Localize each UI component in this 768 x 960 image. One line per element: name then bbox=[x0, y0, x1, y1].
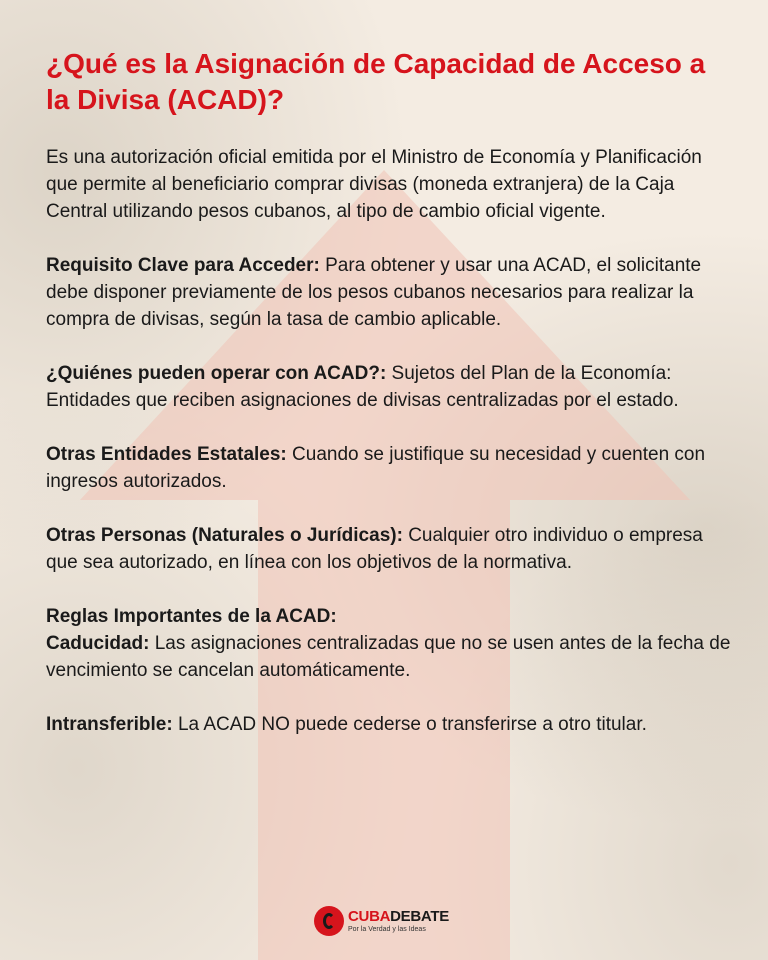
section-entidades bbox=[46, 441, 736, 495]
logo-name-debate: DEBATE bbox=[390, 908, 449, 925]
rule-label: Intransferible: bbox=[46, 714, 173, 735]
logo-name-cuba: CUBA bbox=[348, 908, 391, 925]
rule-text: Las asignaciones centralizadas que no se usen antes de la fecha de vencimiento se cancelan automáticamente. bbox=[46, 633, 731, 681]
cubadebate-logo-icon bbox=[314, 906, 344, 936]
section-label: ¿Quiénes pueden operar con ACAD?: bbox=[46, 363, 387, 384]
section-label: Requisito Clave para Acceder: bbox=[46, 255, 320, 276]
section-text: Cuando se justifique su necesidad y cuenten con ingresos autorizados. bbox=[46, 444, 706, 492]
rules-heading-label: Reglas Importantes de la ACAD: bbox=[46, 606, 337, 627]
logo-text bbox=[348, 909, 449, 933]
document-body bbox=[46, 46, 736, 765]
rule-caducidad bbox=[46, 630, 736, 684]
logo-tagline: Por la Verdad y las Ideas bbox=[348, 926, 426, 933]
page-title: ¿Qué es la Asignación de Capacidad de Acceso a la Divisa (ACAD)? bbox=[46, 48, 706, 115]
section-text: Para obtener y usar una ACAD, el solicitante debe disponer previamente de los pesos cubanos necesarios para realizar la compra de divisas, según la tasa de cambio aplicable. bbox=[46, 255, 702, 330]
rule-label: Caducidad: bbox=[46, 633, 150, 654]
rule-text: La ACAD NO puede cederse o transferirse a otro titular. bbox=[172, 714, 647, 735]
rule-intransferible bbox=[46, 711, 736, 738]
intro-paragraph: Es una autorización oficial emitida por el Ministro de Economía y Planificación que permite al beneficiario comprar divisas (moneda extranjera) de la Caja Central utilizando pesos cubanos, al tipo de cambio oficial vigente. bbox=[46, 147, 702, 222]
section-personas bbox=[46, 522, 736, 576]
section-label: Otras Entidades Estatales: bbox=[46, 444, 287, 465]
rules-heading bbox=[46, 603, 736, 630]
section-text: Cualquier otro individuo o empresa que sea autorizado, en línea con los objetivos de la normativa. bbox=[46, 525, 703, 573]
cubadebate-logo bbox=[314, 906, 449, 936]
section-label: Otras Personas (Naturales o Jurídicas): bbox=[46, 525, 403, 546]
logo-name bbox=[348, 909, 449, 924]
section-quienes bbox=[46, 360, 736, 414]
section-text: Sujetos del Plan de la Economía: Entidades que reciben asignaciones de divisas centralizadas por el estado. bbox=[46, 363, 679, 411]
section-requisito bbox=[46, 252, 736, 333]
